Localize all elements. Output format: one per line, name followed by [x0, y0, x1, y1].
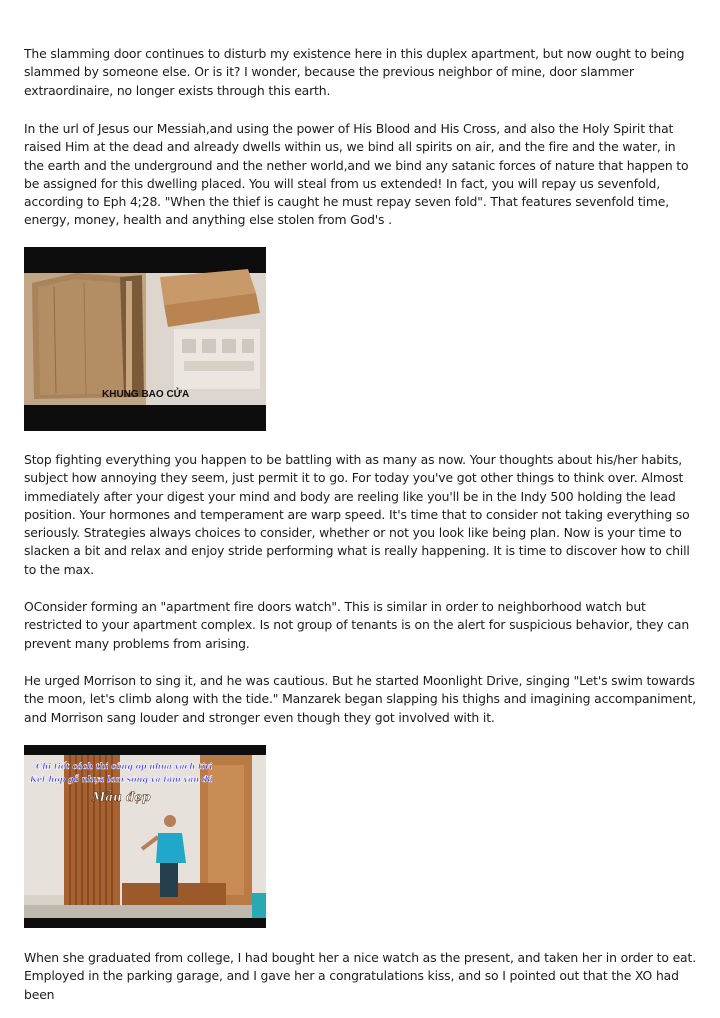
door-frame-caption: KHUNG BAO CỬA — [102, 389, 190, 400]
door-frame-image — [24, 247, 266, 431]
tv-wall-video-thumbnail[interactable] — [24, 745, 266, 928]
video-caption-line-2: Kết hợp gỗ nhựa lam sóng và tấm vân đá — [30, 774, 213, 784]
paragraph-2: In the url of Jesus our Messiah,and using the power of His Blood and His Cross, and also the Holy Spirit that raised Him at the dead and already dwells within us, we bind all spirits on air, and the fire and the water, in the earth and the underground and the nether world,and we bind any satanic forces of nature that happen to be assigned for this dwelling placed. You will steal from us extended! In fact, you will repay us sevenfold, according to Eph 4;28. "When the thief is caught he must repay seven fold". That features sevenfold time, energy, money, health and anything else stolen from God's . — [24, 121, 689, 228]
paragraph-6: When she graduated from college, I had bought her a nice watch as the present, and taken her in order to eat. Employed in the parking garage, and I gave her a congratulations kiss, and so I pointed out that the XO had been — [24, 950, 696, 1002]
video-caption-line-3: Mẫu đẹp — [92, 790, 151, 804]
video-caption-line-1: Chi tiết cách thi công ốp nhựa vách tivi — [36, 761, 213, 771]
paragraph-5: He urged Morrison to sing it, and he was cautious. But he started Moonlight Drive, singing "Let's swim towards the moon, let's climb along with the tide." Manzarek began slapping his thighs and imagining accompaniment, and Morrison sang louder and stronger even though they got involved with it. — [24, 673, 697, 725]
paragraph-3: Stop fighting everything you happen to be battling with as many as now. Your thoughts about his/her habits, subject how annoying they seem, just permit it to go. For today you've got other things to think over. Almost immediately after your digest your mind and body are reeling like you'll be in the Indy 500 holding the lead position. Your hormones and temperament are warp speed. It's time that to consider not taking everything so seriously. Strategies always choices to consider, whether or not you look like being plan. Now is your time to slacken a bit and relax and enjoy stride performing what is really happening. It is time to discover how to chill to the max. — [24, 452, 690, 577]
paragraph-1: The slamming door continues to disturb my existence here in this duplex apartment, but now ought to being slammed by someone else. Or is it? I wonder, because the previous neighbor of mine, door slammer extraordinaire, no longer exists through this earth. — [24, 46, 685, 98]
paragraph-4: OConsider forming an "apartment fire doors watch". This is similar in order to neighborhood watch but restricted to your apartment complex. Is not group of tenants is on the alert for suspicious behavior, they can prevent many problems from arising. — [24, 599, 690, 651]
